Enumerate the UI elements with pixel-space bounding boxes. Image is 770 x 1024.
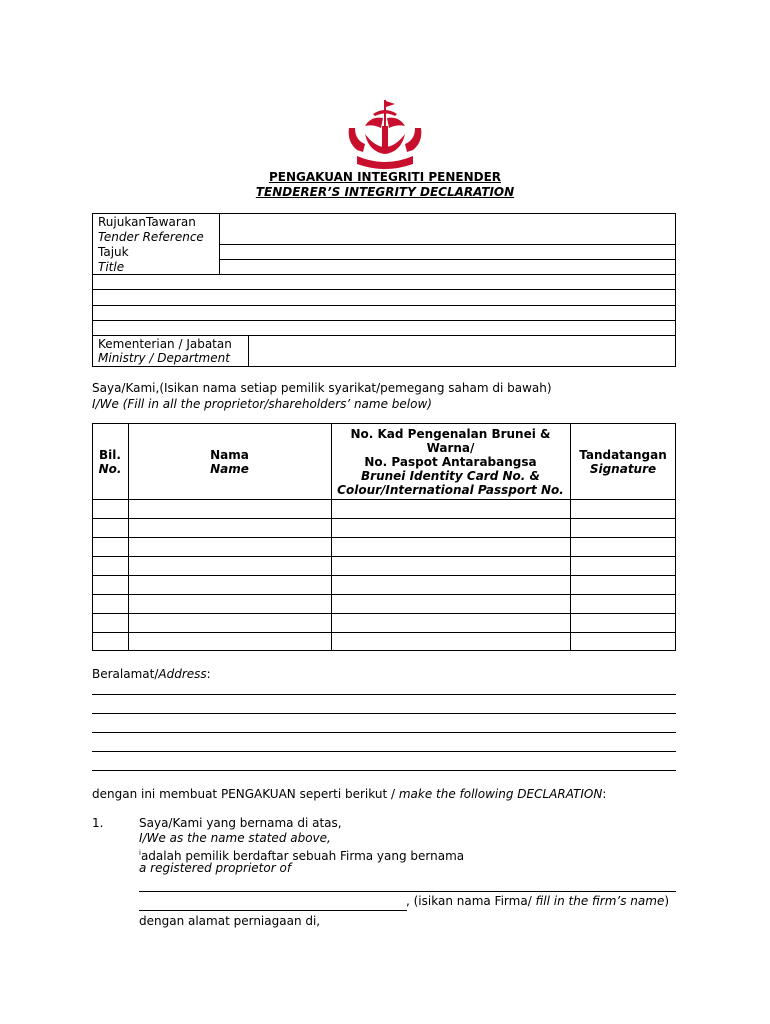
address-line[interactable]: [92, 694, 676, 695]
address-line[interactable]: [92, 732, 676, 733]
firm-name-line-short[interactable]: [139, 910, 407, 911]
address-line[interactable]: [92, 770, 676, 771]
column-header-signature-english: Signature: [589, 462, 657, 476]
column-header-name-english: Name: [210, 462, 249, 476]
title-label-malay: Tajuk: [98, 245, 129, 259]
address-line[interactable]: [92, 751, 676, 752]
address-label: Beralamat/Address:: [92, 667, 211, 681]
column-header-id-line3: No. Paspot Antarabangsa: [364, 455, 537, 469]
column-header-id-line1: No. Kad Pengenalan Brunei &: [350, 427, 551, 441]
firm-name-line[interactable]: [139, 891, 676, 892]
column-header-id-line2: Warna/: [426, 441, 475, 455]
form-title-malay: PENGAKUAN INTEGRITI PENENDER: [268, 170, 502, 184]
firm-name-note: , (isikan nama Firma/ fill in the firm’s name): [406, 894, 670, 908]
tender-reference-label-english: Tender Reference: [98, 230, 204, 244]
brunei-crest-icon: [343, 98, 427, 170]
column-header-id-line4: Brunei Identity Card No. &: [361, 469, 540, 483]
item1-line2: I/We as the name stated above,: [139, 831, 331, 845]
address-line[interactable]: [92, 713, 676, 714]
intro-line-malay: Saya/Kami,(Isikan nama setiap pemilik syarikat/pemegang saham di bawah): [92, 381, 552, 395]
ministry-label-malay: Kementerian / Jabatan: [98, 337, 232, 351]
column-header-name-malay: Nama: [210, 448, 249, 462]
column-header-no-english: No.: [98, 462, 122, 476]
item1-line4: a registered proprietor of: [139, 861, 292, 875]
intro-line-english: I/We (Fill in all the proprietor/shareholders’ name below): [92, 397, 432, 411]
ministry-label-english: Ministry / Department: [98, 351, 230, 365]
ministry-field[interactable]: [250, 337, 675, 366]
column-header-signature-malay: Tandatangan: [579, 448, 667, 462]
tender-reference-label-malay: RujukanTawaran: [98, 215, 196, 229]
column-header-id-line5: Colour/International Passport No.: [337, 483, 564, 497]
declaration-intro: dengan ini membuat PENGAKUAN seperti berikut / make the following DECLARATION:: [92, 787, 607, 801]
item1-line6: dengan alamat perniagaan di,: [139, 914, 321, 928]
item1-line1: Saya/Kami yang bernama di atas,: [139, 816, 342, 830]
title-field[interactable]: [221, 246, 675, 273]
tender-reference-field[interactable]: [221, 215, 675, 243]
column-header-no-malay: Bil.: [99, 448, 121, 462]
item-number: 1.: [92, 816, 104, 830]
item1-line3: $^i$adalah pemilik berdaftar sebuah Firma yang bernama: [139, 849, 465, 863]
form-title-english: TENDERER’S INTEGRITY DECLARATION: [255, 185, 515, 199]
title-label-english: Title: [98, 260, 125, 274]
